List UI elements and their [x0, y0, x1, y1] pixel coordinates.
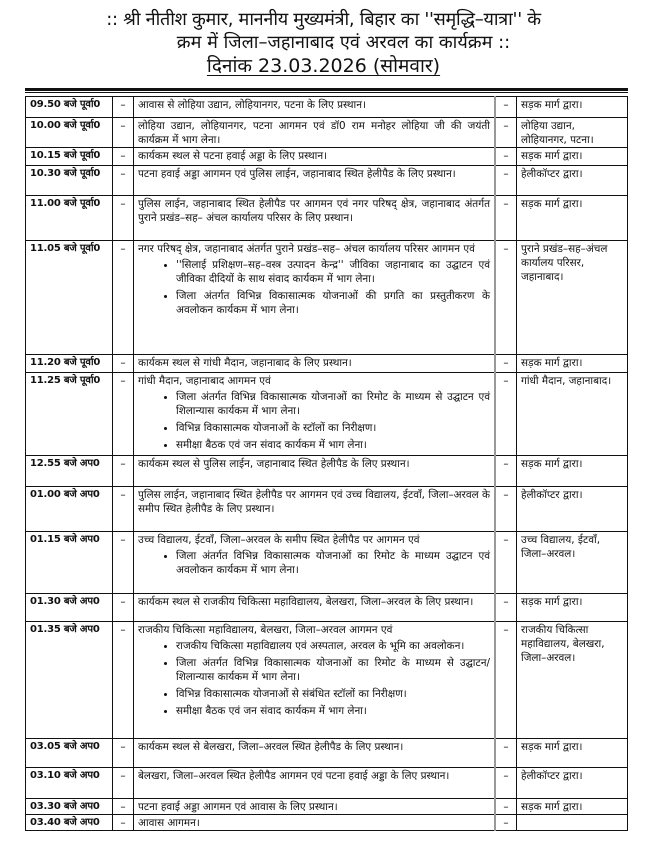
- schedule-description: कार्यकम स्थल से पुलिस लाईन, जहानाबाद स्थित हेलीपैड के लिए प्रस्थान।: [138, 458, 410, 470]
- schedule-description: पटना हवाई अड्डा आगमन एवं आवास के लिए प्रस्थान।: [138, 801, 338, 813]
- activity-bullet-item: • विभिन्न विकासात्मक योजनाओं के स्टॉलों का निरीक्षण।: [176, 421, 490, 435]
- schedule-description-cell: [134, 456, 496, 487]
- schedule-mode-or-venue: उच्च विद्यालय, ईटवाँ, जिला–अरवल।: [517, 532, 628, 594]
- separator-dash: –: [495, 622, 517, 739]
- document-header: [0, 8, 647, 78]
- schedule-time: 03.05 बजे अप0: [26, 739, 113, 768]
- schedule-row: [26, 456, 628, 487]
- schedule-description: कार्यकम स्थल से बेलखरा, जिला–अरवल स्थित हेलीपैड के लिए प्रस्थान।: [138, 741, 404, 753]
- schedule-description: नगर परिषद् क्षेत्र, जहानाबाद अंतर्गत पुराने प्रखंड–सह– अंचल कार्यालय परिसर आगमन एवं: [138, 243, 475, 255]
- schedule-description: पुलिस लाईन, जहानाबाद स्थित हेलीपैड पर आगमन एवं नगर परिषद् क्षेत्र, जहानाबाद अंतर्गत पुराने प्रखंड–सह– अंचल कार्यालय परिसर के लिए प्रस्थान।: [138, 198, 490, 224]
- schedule-description-cell: [134, 768, 496, 799]
- activity-bullet-item: • जिला अंतर्गत विभिन्न विकासात्मक योजनाओं की प्रगति का प्रस्तुतीकरण के अवलोकन कार्यकम में भाग लेना।: [176, 289, 490, 317]
- separator-dash: –: [113, 799, 134, 815]
- activity-bullet-item: • समीक्षा बैठक एवं जन संवाद कार्यकम में भाग लेना।: [176, 704, 490, 718]
- activity-bullet-list: [138, 258, 490, 317]
- activity-bullet-item: • जिला अंतर्गत विभिन्न विकासात्मक योजनाओं का रिमोट के माध्यम से उद्घाटन/शिलान्यास कार्यकम में भाग लेना।: [176, 656, 490, 684]
- separator-dash: –: [113, 196, 134, 241]
- schedule-row: [26, 594, 628, 622]
- separator-dash: –: [113, 739, 134, 768]
- schedule-description: राजकीय चिकित्सा महाविद्यालय, बेलखरा, जिला–अरवल आगमन एवं: [138, 624, 393, 636]
- separator-dash: –: [495, 373, 517, 456]
- schedule-row: [26, 118, 628, 148]
- separator-dash: –: [113, 456, 134, 487]
- header-divider-thick: [25, 88, 628, 91]
- schedule-mode-or-venue: राजकीय चिकित्सा महाविद्यालय, बेलखरा, जिला–अरवल।: [517, 622, 628, 739]
- schedule-row: [26, 622, 628, 739]
- separator-dash: –: [113, 148, 134, 166]
- schedule-mode-or-venue: सड़क मार्ग द्वारा।: [517, 456, 628, 487]
- header-title-line-2: क्रम में जिला–जहानाबाद एवं अरवल का कार्यक्रम ::: [176, 32, 511, 53]
- header-date: दिनांक 23.03.2026 (सोमवार): [206, 55, 441, 77]
- schedule-mode-or-venue: सड़क मार्ग द्वारा।: [517, 594, 628, 622]
- separator-dash: –: [495, 97, 517, 118]
- schedule-description: कार्यकम स्थल से राजकीय चिकित्सा महाविद्यालय, बेलखरा, जिला–अरवल के लिए प्रस्थान।: [138, 596, 474, 608]
- schedule-time: 11.25 बजे पूर्वा0: [26, 373, 113, 456]
- activity-bullet-item: • ''सिलाई प्रशिक्षण–सह–वस्त्र उत्पादन केन्द्र'' जीविका जहानाबाद का उद्घाटन एवं जीविका दीदियों के साथ संवाद कार्यकम में भाग लेना।: [176, 258, 490, 286]
- schedule-description-cell: [134, 355, 496, 373]
- separator-dash: –: [495, 456, 517, 487]
- separator-dash: –: [495, 594, 517, 622]
- schedule-time: 01.30 बजे अप0: [26, 594, 113, 622]
- separator-dash: –: [113, 166, 134, 196]
- schedule-time: 10.00 बजे पूर्वा0: [26, 118, 113, 148]
- separator-dash: –: [495, 241, 517, 355]
- schedule-description: पुलिस लाईन, जहानाबाद स्थित हेलीपैड पर आगमन एवं उच्च विद्यालय, ईटवाँ, जिला–अरवल के समीप स्थित हेलीपैड के लिए प्रस्थान।: [138, 489, 490, 515]
- schedule-description: बेलखरा, जिला–अरवल स्थित हेलीपैड आगमन एवं पटना हवाई अड्डा के लिए प्रस्थान।: [138, 770, 450, 782]
- separator-dash: –: [113, 487, 134, 532]
- schedule-row: [26, 241, 628, 355]
- separator-dash: –: [113, 355, 134, 373]
- separator-dash: –: [495, 166, 517, 196]
- separator-dash: –: [495, 118, 517, 148]
- schedule-description-cell: [134, 241, 496, 355]
- separator-dash: –: [113, 373, 134, 456]
- schedule-description-cell: [134, 166, 496, 196]
- schedule-time: 01.00 बजे अप0: [26, 487, 113, 532]
- schedule-description-cell: [134, 622, 496, 739]
- schedule-description: गांधी मैदान, जहानाबाद आगमन एवं: [138, 375, 271, 387]
- schedule-row: [26, 97, 628, 118]
- schedule-row: [26, 768, 628, 799]
- schedule-mode-or-venue: सड़क मार्ग द्वारा।: [517, 148, 628, 166]
- schedule-row: [26, 532, 628, 594]
- schedule-body: [26, 97, 628, 831]
- separator-dash: –: [495, 532, 517, 594]
- schedule-description-cell: [134, 739, 496, 768]
- schedule-description-cell: [134, 148, 496, 166]
- schedule-mode-or-venue: पुराने प्रखंड–सह–अंचल कार्यालय परिसर, जहानाबाद।: [517, 241, 628, 355]
- schedule-time: 10.30 बजे पूर्वा0: [26, 166, 113, 196]
- separator-dash: –: [113, 118, 134, 148]
- separator-dash: –: [495, 739, 517, 768]
- schedule-row: [26, 739, 628, 768]
- separator-dash: –: [113, 97, 134, 118]
- schedule-row: [26, 148, 628, 166]
- activity-bullet-item: • राजकीय चिकित्सा महाविद्यालय एवं अस्पताल, अरवल के भूमि का अवलोकन।: [176, 639, 490, 653]
- schedule-mode-or-venue: सड़क मार्ग द्वारा।: [517, 739, 628, 768]
- schedule-mode-or-venue: हेलीकॉप्टर द्वारा।: [517, 487, 628, 532]
- schedule-row: [26, 487, 628, 532]
- schedule-time: 11.20 बजे पूर्वा0: [26, 355, 113, 373]
- separator-dash: –: [113, 768, 134, 799]
- schedule-time: 01.35 बजे अप0: [26, 622, 113, 739]
- schedule-description-cell: [134, 594, 496, 622]
- separator-dash: –: [113, 594, 134, 622]
- activity-bullet-list: [138, 390, 490, 452]
- schedule-description: आवास से लोहिया उद्यान, लोहियानगर, पटना के लिए प्रस्थान।: [138, 99, 366, 111]
- schedule-time: 09.50 बजे पूर्वा0: [26, 97, 113, 118]
- schedule-time: 03.40 बजे अप0: [26, 815, 113, 831]
- separator-dash: –: [113, 622, 134, 739]
- schedule-time: 12.55 बजे अप0: [26, 456, 113, 487]
- schedule-row: [26, 799, 628, 815]
- separator-dash: –: [495, 148, 517, 166]
- header-title-line-1: :: श्री नीतीश कुमार, माननीय मुख्यमंत्री, बिहार का ''समृद्धि–यात्रा'' के: [106, 9, 541, 30]
- schedule-description: आवास आगमन।: [138, 817, 200, 829]
- activity-bullet-item: • जिला अंतर्गत विभिन्न विकासात्मक योजनाओं का रिमोट के माध्यम से उद्घाटन एवं शिलान्यास कार्यकम में भाग लेना।: [176, 390, 490, 418]
- separator-dash: –: [495, 355, 517, 373]
- schedule-mode-or-venue: हेलीकॉप्टर द्वारा।: [517, 768, 628, 799]
- separator-dash: –: [495, 768, 517, 799]
- schedule-row: [26, 196, 628, 241]
- schedule-description: कार्यकम स्थल से गांधी मैदान, जहानाबाद के लिए प्रस्थान।: [138, 357, 352, 369]
- schedule-row: [26, 815, 628, 831]
- header-divider-thin: [25, 92, 628, 93]
- schedule-description-cell: [134, 97, 496, 118]
- separator-dash: –: [495, 799, 517, 815]
- schedule-mode-or-venue: सड़क मार्ग द्वारा।: [517, 799, 628, 815]
- schedule-table: [25, 96, 628, 831]
- schedule-time: 03.30 बजे अप0: [26, 799, 113, 815]
- separator-dash: –: [113, 532, 134, 594]
- schedule-description-cell: [134, 118, 496, 148]
- schedule-row: [26, 373, 628, 456]
- schedule-mode-or-venue: गांधी मैदान, जहानाबाद।: [517, 373, 628, 456]
- schedule-mode-or-venue: [517, 815, 628, 831]
- schedule-mode-or-venue: सड़क मार्ग द्वारा।: [517, 97, 628, 118]
- separator-dash: –: [113, 815, 134, 831]
- separator-dash: –: [495, 815, 517, 831]
- schedule-description-cell: [134, 532, 496, 594]
- schedule-time: 03.10 बजे अप0: [26, 768, 113, 799]
- schedule-mode-or-venue: सड़क मार्ग द्वारा।: [517, 196, 628, 241]
- activity-bullet-list: [138, 639, 490, 718]
- schedule-description-cell: [134, 196, 496, 241]
- schedule-time: 11.05 बजे पूर्वा0: [26, 241, 113, 355]
- schedule-description-cell: [134, 815, 496, 831]
- activity-bullet-item: • विभिन्न विकासात्मक योजनाओं से संबंधित स्टॉलों का निरीक्षण।: [176, 687, 490, 701]
- schedule-row: [26, 166, 628, 196]
- schedule-description-cell: [134, 487, 496, 532]
- schedule-mode-or-venue: हेलीकॉप्टर द्वारा।: [517, 166, 628, 196]
- schedule-time: 11.00 बजे पूर्वा0: [26, 196, 113, 241]
- schedule-mode-or-venue: लोहिया उद्यान, लोहियानगर, पटना।: [517, 118, 628, 148]
- activity-bullet-item: • जिला अंतर्गत विभिन्न विकासात्मक योजनाओं का रिमोट के माध्यम उद्घाटन एवं अवलोकन कार्यकम में भाग लेना।: [176, 549, 490, 577]
- schedule-description: लोहिया उद्यान, लोहियानगर, पटना आगमन एवं डॉ0 राम मनोहर लोहिया जी की जयंती कार्यक्रम में भाग लेना।: [138, 120, 490, 146]
- schedule-description: उच्च विद्यालय, ईटवाँ, जिला–अरवल के समीप स्थित हेलीपैड पर आगमन एवं: [138, 534, 420, 546]
- separator-dash: –: [495, 196, 517, 241]
- activity-bullet-item: • समीक्षा बैठक एवं जन संवाद कार्यकम में भाग लेना।: [176, 438, 490, 452]
- schedule-mode-or-venue: सड़क मार्ग द्वारा।: [517, 355, 628, 373]
- schedule-time: 10.15 बजे पूर्वा0: [26, 148, 113, 166]
- separator-dash: –: [495, 487, 517, 532]
- schedule-description-cell: [134, 799, 496, 815]
- schedule-description-cell: [134, 373, 496, 456]
- schedule-description: पटना हवाई अड्डा आगमन एवं पुलिस लाईन, जहानाबाद स्थित हेलीपैड के लिए प्रस्थान।: [138, 168, 456, 180]
- schedule-description: कार्यकम स्थल से पटना हवाई अड्डा के लिए प्रस्थान।: [138, 150, 328, 162]
- activity-bullet-list: [138, 549, 490, 577]
- separator-dash: –: [113, 241, 134, 355]
- schedule-time: 01.15 बजे अप0: [26, 532, 113, 594]
- schedule-row: [26, 355, 628, 373]
